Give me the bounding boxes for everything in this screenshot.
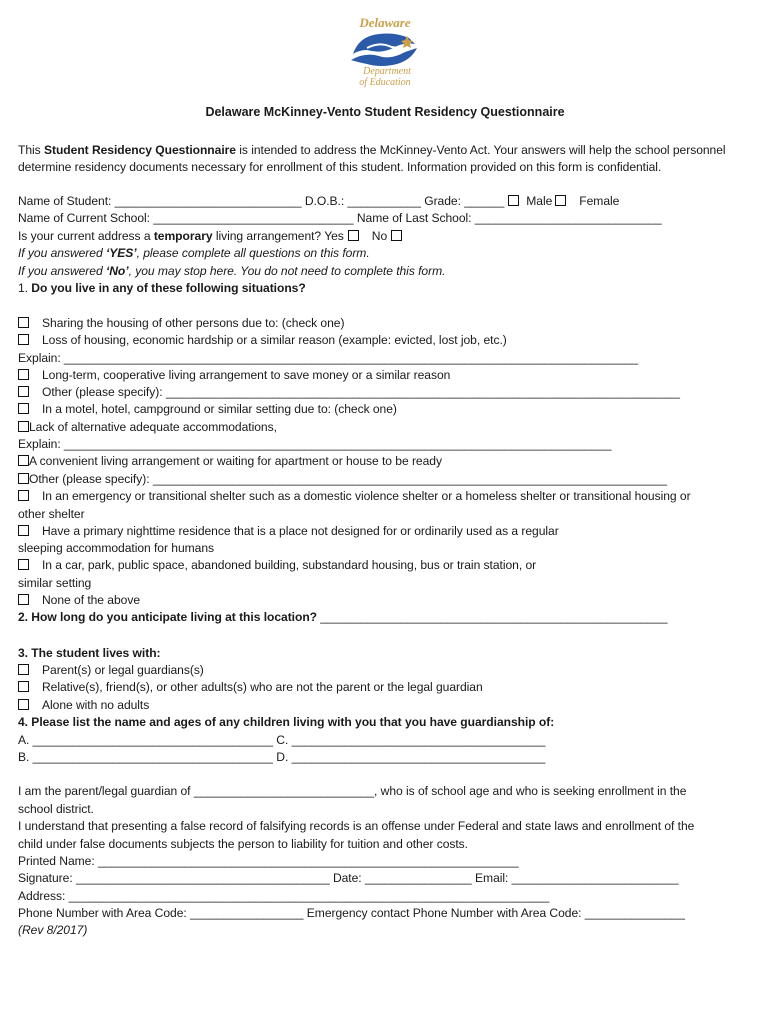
male-checkbox[interactable] bbox=[508, 195, 519, 206]
q1-option-nighttime-cont: sleeping accommodation for humans bbox=[18, 541, 214, 555]
address-field[interactable]: Address: ________________________________________________________________________ bbox=[18, 889, 550, 903]
female-checkbox[interactable] bbox=[555, 195, 566, 206]
declaration-line-2: school district. bbox=[18, 802, 94, 816]
school-line: Name of Current School: ______________________________ Name of Last School: ____________________________ bbox=[18, 211, 662, 225]
q1-option-other-1: Other (please specify): _____________________________________________________________________________ bbox=[18, 384, 680, 401]
temporary-question: Is your current address a temporary living arrangement? Yes No bbox=[18, 228, 405, 245]
delaware-state-icon bbox=[345, 14, 425, 90]
explain-line-1[interactable]: Explain: ______________________________________________________________________________________ bbox=[18, 351, 639, 365]
signature-date-email-field[interactable]: Signature: ______________________________________ Date: ________________ Email: _________________________ bbox=[18, 871, 679, 885]
student-info-line: Name of Student: ____________________________ D.O.B.: ___________ Grade: ______ Male Female bbox=[18, 194, 620, 208]
svg-text:of Education: of Education bbox=[359, 77, 411, 88]
checkbox[interactable] bbox=[18, 490, 29, 501]
q1-option-shelter: In an emergency or transitional shelter such as a domestic violence shelter or a homeless shelter or transitional housing or bbox=[18, 488, 691, 505]
page-title: Delaware McKinney-Vento Student Residency Questionnaire bbox=[205, 105, 565, 119]
checkbox[interactable] bbox=[18, 559, 29, 570]
q1-option-car-park-cont: similar setting bbox=[18, 576, 92, 590]
answer-yes-note: If you answered ‘YES’, please complete all questions on this form. bbox=[18, 246, 370, 260]
explain-line-2[interactable]: Explain: __________________________________________________________________________________ bbox=[18, 437, 612, 451]
q4-row-a-c[interactable]: A. ____________________________________ C. ______________________________________ bbox=[18, 733, 546, 747]
q1-option-other-2: Other (please specify): _____________________________________________________________________________ bbox=[18, 471, 667, 488]
revision-note: (Rev 8/2017) bbox=[18, 923, 88, 937]
question-1: 1. Do you live in any of these following situations? bbox=[18, 281, 306, 295]
q1-option-none: None of the above bbox=[18, 592, 140, 609]
q4-row-b-d[interactable]: B. ____________________________________ D. ______________________________________ bbox=[18, 750, 546, 764]
checkbox[interactable] bbox=[18, 664, 29, 675]
q1-option-car-park: In a car, park, public space, abandoned building, substandard housing, bus or train station, or bbox=[18, 557, 536, 574]
no-checkbox[interactable] bbox=[391, 230, 402, 241]
checkbox[interactable] bbox=[18, 525, 29, 536]
svg-text:Department: Department bbox=[363, 66, 411, 77]
q1-option-shelter-cont: other shelter bbox=[18, 507, 85, 521]
q1-option-long-term: Long-term, cooperative living arrangement to save money or a similar reason bbox=[18, 367, 450, 384]
q1-option-lack: Lack of alternative adequate accommodations, bbox=[18, 419, 277, 436]
checkbox[interactable] bbox=[18, 421, 29, 432]
checkbox[interactable] bbox=[18, 699, 29, 710]
declaration-line-4: child under false documents subjects the person to liability for tuition and other costs. bbox=[18, 837, 468, 851]
q3-option-alone: Alone with no adults bbox=[18, 697, 149, 714]
q2-answer-line[interactable]: ____________________________________________________ bbox=[317, 610, 668, 624]
yes-checkbox[interactable] bbox=[348, 230, 359, 241]
declaration-line-1: I am the parent/legal guardian of ___________________________, who is of school age and who is seeking enrollment in the bbox=[18, 784, 687, 798]
q1-option-motel: In a motel, hotel, campground or similar setting due to: (check one) bbox=[18, 401, 397, 418]
checkbox[interactable] bbox=[18, 334, 29, 345]
answer-no-note: If you answered ‘No’, you may stop here. You do not need to complete this form. bbox=[18, 264, 446, 278]
checkbox[interactable] bbox=[18, 317, 29, 328]
declaration-line-3: I understand that presenting a false record of falsifying records is an offense under Federal and state laws and enrollment of the bbox=[18, 819, 695, 833]
svg-text:Delaware: Delaware bbox=[359, 15, 411, 30]
intro-paragraph: This Student Residency Questionnaire is intended to address the McKinney-Vento Act. Your answers will help the school personnel determine residency documents necessary for enrollment of this student. Information provided on this form is confidential. bbox=[18, 143, 726, 174]
checkbox[interactable] bbox=[18, 386, 29, 397]
q1-option-loss: Loss of housing, economic hardship or a similar reason (example: evicted, lost job, etc.) bbox=[18, 332, 507, 349]
question-4: 4. Please list the name and ages of any children living with you that you have guardianship of: bbox=[18, 715, 555, 729]
q3-option-relatives: Relative(s), friend(s), or other adults(s) who are not the parent or the legal guardian bbox=[18, 679, 483, 696]
question-2: 2. How long do you anticipate living at this location? ____________________________________________________ bbox=[18, 610, 668, 624]
question-3: 3. The student lives with: bbox=[18, 646, 161, 660]
phone-field[interactable]: Phone Number with Area Code: _________________ Emergency contact Phone Number with Area Code: _______________ bbox=[18, 906, 685, 920]
checkbox[interactable] bbox=[18, 473, 29, 484]
q1-option-nighttime: Have a primary nighttime residence that is a place not designed for or ordinarily used as a regular bbox=[18, 523, 559, 540]
delaware-doe-logo bbox=[345, 14, 425, 90]
checkbox[interactable] bbox=[18, 594, 29, 605]
printed-name-field[interactable]: Printed Name: _______________________________________________________________ bbox=[18, 854, 519, 868]
q1-option-convenient: A convenient living arrangement or waiting for apartment or house to be ready bbox=[18, 453, 442, 470]
q3-option-parents: Parent(s) or legal guardians(s) bbox=[18, 662, 204, 679]
checkbox[interactable] bbox=[18, 681, 29, 692]
checkbox[interactable] bbox=[18, 455, 29, 466]
q1-option-sharing: Sharing the housing of other persons due to: (check one) bbox=[18, 315, 344, 332]
checkbox[interactable] bbox=[18, 369, 29, 380]
checkbox[interactable] bbox=[18, 403, 29, 414]
